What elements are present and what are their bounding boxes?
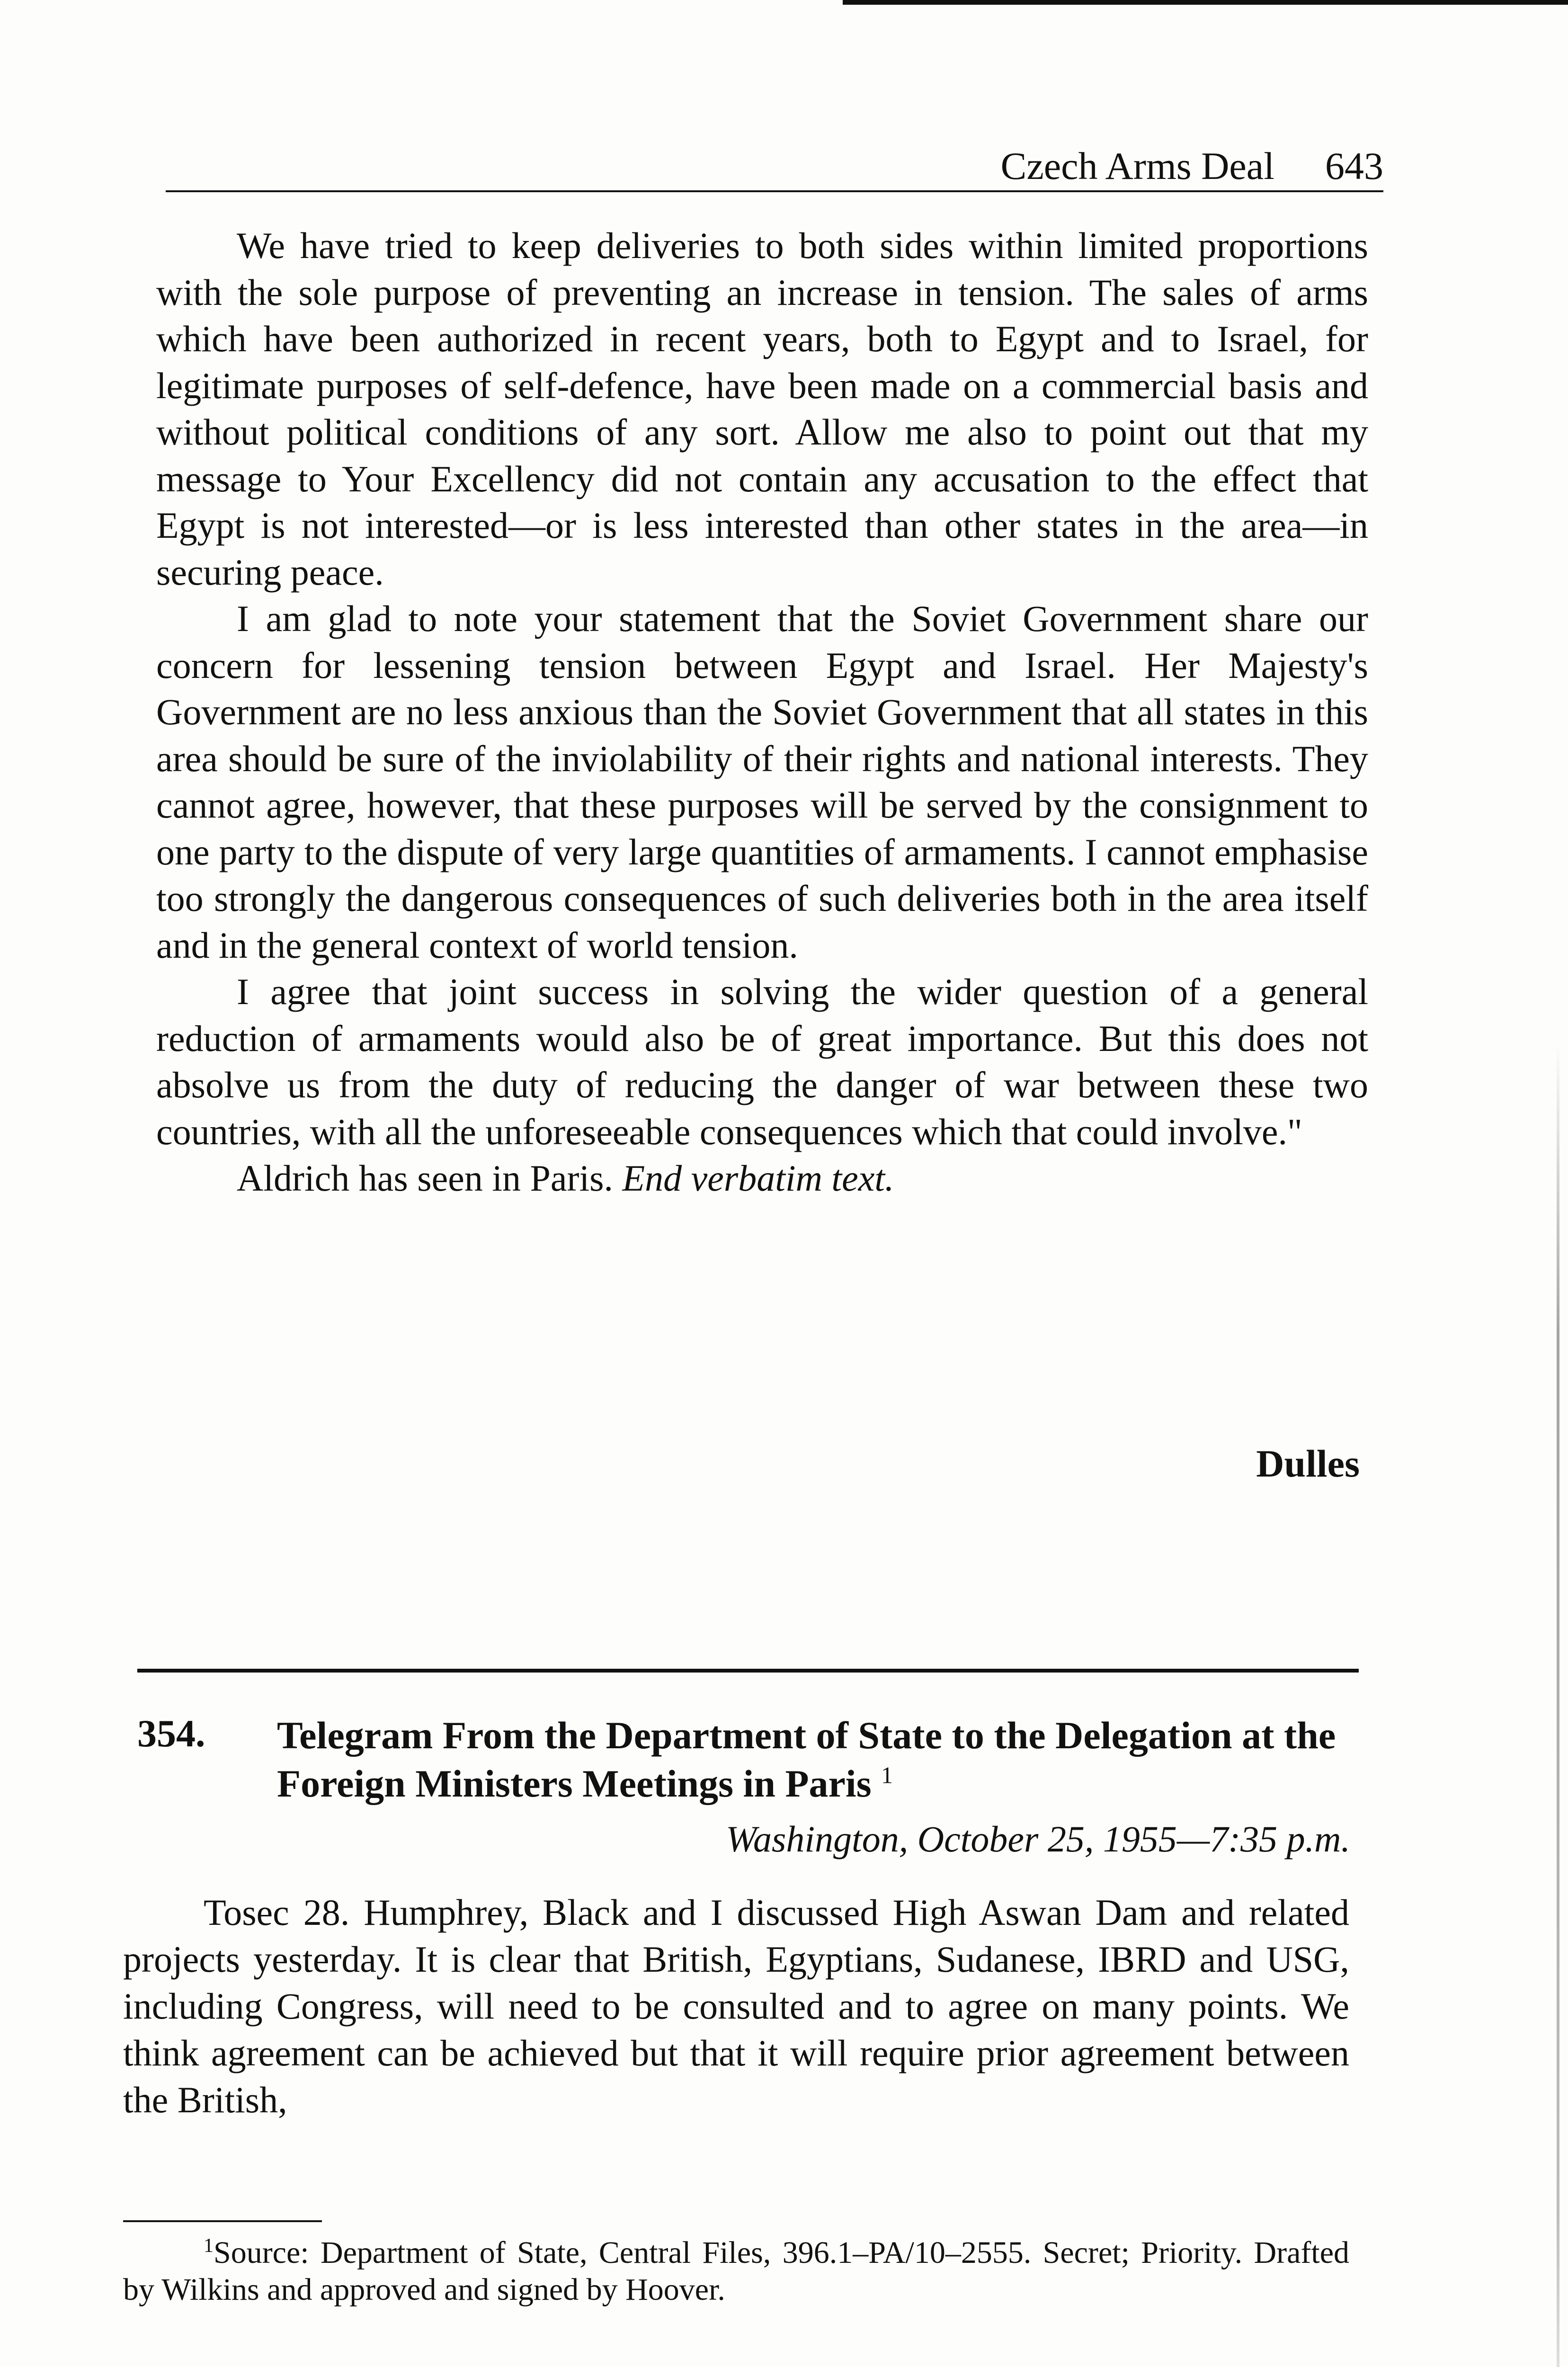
closing-italic: End verbatim text. <box>622 1157 894 1199</box>
footnote-reference[interactable]: 1 <box>881 1762 893 1789</box>
signature: Dulles <box>1256 1442 1360 1485</box>
telegram-paragraph: Tosec 28. Humphrey, Black and I discussed High Aswan Dam and related projects yesterday. It is clear that British, Egyptians, Sudanese, IBRD and USG, including Congress, will need to be consulted and to agree on many points. We think agreement can be achieved but that it will require prior agreement between the British, <box>123 1892 1349 2120</box>
footnote <box>123 2234 1349 2308</box>
footnote-marker: 1 <box>204 2235 214 2257</box>
footnote-rule <box>123 2220 322 2222</box>
page-edge-shadow <box>843 0 1568 5</box>
page-number: 643 <box>1325 144 1383 187</box>
page-binding-shadow <box>1557 1041 1559 2367</box>
section-divider <box>137 1669 1359 1673</box>
footnote-text: Source: Department of State, Central Files, 396.1–PA/10–2555. Secret; Priority. Drafted by Wilkins and approved and signed by Hoover. <box>123 2235 1349 2307</box>
running-header-title: Czech Arms Deal <box>1000 144 1274 187</box>
running-header <box>166 142 1383 194</box>
document-title-text: Telegram From the Department of State to the Delegation at the Foreign Ministers Meetings in Paris <box>277 1714 1336 1805</box>
letter-paragraph: I am glad to note your statement that the Soviet Government share our concern for lessening tension between Egypt and Israel. Her Majesty's Government are no less anxious than the Soviet Government that all states in this area should be sure of the inviolability of their rights and national interests. They cannot agree, however, that these purposes will be served by the consignment to one party to the dispute of very large quantities of armaments. I cannot emphasise too strongly the dangerous consequences of such deliveries both in the area itself and in the general context of world tension. <box>156 598 1368 966</box>
letter-paragraph: I agree that joint success in solving the wider question of a general reduction of armaments would also be of great importance. But this does not absolve us from the duty of reducing the danger of war between these two countries, with all the unforeseeable consequences which that could involve." <box>156 971 1368 1152</box>
telegram-body <box>123 1889 1349 2123</box>
document-number: 354. <box>137 1712 205 1755</box>
letter-paragraph: We have tried to keep deliveries to both sides within limited proportions with the sole purpose of preventing an increase in tension. The sales of arms which have been authorized in recent years, both to Egypt and to Israel, for legitimate purposes of self-defence, have been made on a commercial basis and without political conditions of any sort. Allow me also to point out that my message to Your Excellency did not contain any accusation to the effect that Egypt is not interested—or is less interested than other states in the area—in securing peace. <box>156 225 1368 593</box>
header-rule <box>166 190 1383 192</box>
closing-text: Aldrich has seen in Paris. <box>237 1157 623 1199</box>
document-title <box>277 1711 1366 1808</box>
letter-text <box>156 222 1368 1202</box>
footnote-paragraph <box>123 2234 1349 2308</box>
letter-closing <box>156 1155 1368 1202</box>
dateline: Washington, October 25, 1955—7:35 p.m. <box>726 1818 1350 1860</box>
